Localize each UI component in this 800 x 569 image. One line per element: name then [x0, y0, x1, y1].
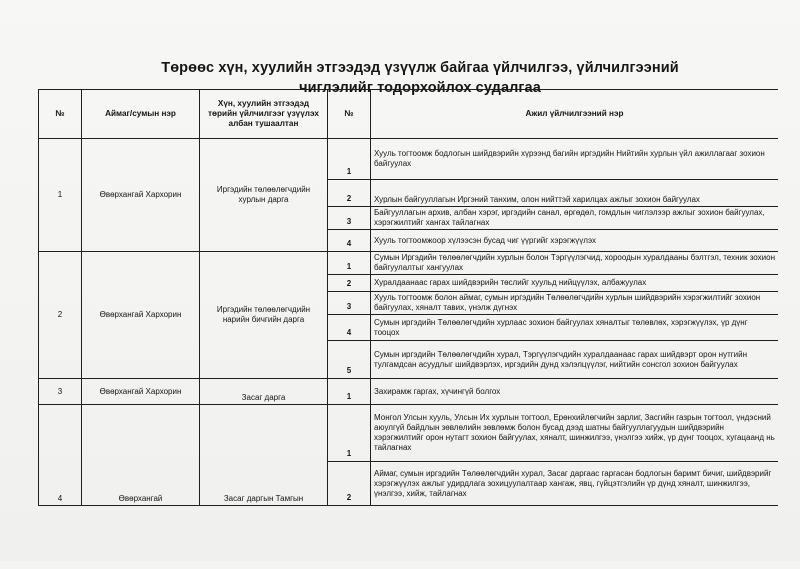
- header-aimag: Аймаг/сумын нэр: [82, 90, 200, 139]
- title-line-1: Төрөөс хүн, хуулийн этгээдэд үзүүлж байгаа үйлчилгээ, үйлчилгээний: [161, 60, 679, 76]
- item-description: Хууль тогтоомж бодлогын шийдвэрийн хүрээнд багийн иргэдийн Нийтийн хурлын үйл ажиллагааг зохион байгуулах: [371, 139, 779, 180]
- header-unit: Хүн, хуулийн этгээдэд төрийн үйлчилгээг үзүүлэх албан тушаалтан: [200, 90, 328, 139]
- table-row: [39, 379, 779, 405]
- group-unit: Иргэдийн төлөөлөгчдийн хурлын дарга: [200, 139, 328, 252]
- item-description: Хуралдаанаас гарах шийдвэрийн төслийг хуульд нийцүүлэх, албажуулах: [371, 275, 779, 292]
- table-row: [39, 252, 779, 275]
- header-no: №: [39, 90, 82, 139]
- table-row: [39, 405, 779, 462]
- group-number: 4: [39, 405, 82, 506]
- group-unit: Засаг даргын Тамгын: [200, 405, 328, 506]
- item-description: Монгол Улсын хууль, Улсын Их хурлын тогтоол, Ерөнхийлөгчийн зарлиг, Засгийн газрын тогтоол, үндэсний аюулгүй байдлын зөвлөлийн зөвлөмж болон бусад дээд шатны байгууллагуудын шийдвэрийн хэрэгжилтийг орон нутагт зохион байгуулах, хяналт, шинжилгээ, үнэлгээ хийж, үр дүнг тооцох, хугацаанд нь тайлагнах: [371, 405, 779, 462]
- group-aimag: Өвөрхангай Хархорин: [82, 139, 200, 252]
- services-table-wrapper: [38, 89, 778, 569]
- item-description: Байгууллагын архив, албан хэрэг, иргэдийн санал, өргөдөл, гомдлын чиглэлээр ажлыг зохион байгуулах, хэрэгжилтийг хангах тайлагнах: [371, 207, 779, 230]
- header-no2: №: [328, 90, 371, 139]
- item-number: 4: [328, 315, 371, 341]
- item-number: 1: [328, 405, 371, 462]
- group-number: 1: [39, 139, 82, 252]
- group-number: 2: [39, 252, 82, 379]
- item-description: Сумын иргэдийн Төлөөлөгчдийн хурлаас зохион байгуулах хяналтыг төлөвлөх, хэрэгжүүлэх, үр дүнг тооцох: [371, 315, 779, 341]
- group-aimag: Өвөрхангай Хархорин: [82, 252, 200, 379]
- item-description: Сумын иргэдийн Төлөөлөгчдийн хурал, Тэргүүлэгчдийн хуралдаанаас гарах шийдвэрт орон нутгийн тулгамдсан асуудлыг шийдвэрлэх, иргэдийн дунд хэлэлцүүлэг, нийтийн сонсгол зохион байгуулах: [371, 341, 779, 379]
- item-description: Хурлын байгууллагын Иргэний танхим, олон нийттэй харилцах ажлыг зохион байгуулах: [371, 180, 779, 207]
- item-number: 4: [328, 230, 371, 252]
- item-number: 3: [328, 292, 371, 315]
- group-unit: Засаг дарга: [200, 379, 328, 405]
- item-description: Аймаг, сумын иргэдийн Төлөөлөгчдийн хурал, Засаг даргаас гаргасан бодлогын баримт бичиг, шийдвэрийг хэрэгжүүлэх ажлыг удирдлага зохицуулалтаар хангаж, явц, гүйцэтгэлийн үр дүнд хяналт, шинжилгээ, үнэлгээ, хийж, тайлагнах: [371, 462, 779, 506]
- item-description: Захирамж гаргах, хүчингүй болгох: [371, 379, 779, 405]
- group-aimag: Өвөрхангай Хархорин: [82, 379, 200, 405]
- item-number: 2: [328, 462, 371, 506]
- item-description: Хууль тогтоомж болон аймаг, сумын иргэдийн Төлөөлөгчдийн хурлын шийдвэрийн хэрэгжилтийг зохион байгуулах, хяналт тавих, үнэлж дүгнэх: [371, 292, 779, 315]
- header-service: Ажил үйлчилгээний нэр: [371, 90, 779, 139]
- item-number: 1: [328, 139, 371, 180]
- group-unit: Иргэдийн төлөөлөгчдийн нарийн бичгийн дарга: [200, 252, 328, 379]
- item-description: Хууль тогтоомжоор хүлээсэн бусад чиг үүргийг хэрэгжүүлэх: [371, 230, 779, 252]
- group-number: 3: [39, 379, 82, 405]
- table-header-row: [39, 90, 779, 139]
- item-number: 2: [328, 275, 371, 292]
- item-number: 2: [328, 180, 371, 207]
- item-number: 3: [328, 207, 371, 230]
- item-number: 5: [328, 341, 371, 379]
- services-table: [38, 89, 778, 506]
- item-number: 1: [328, 252, 371, 275]
- item-description: Сумын Иргэдийн төлөөлөгчдийн хурлын болон Тэргүүлэгчид, хороодын хуралдааны бэлтгэл, техник зохион байгуулалтыг хангуулах: [371, 252, 779, 275]
- group-aimag: Өвөрхангай: [82, 405, 200, 506]
- title-line-2: чиглэлийг тодорхойлох судалгаа: [299, 80, 541, 96]
- table-row: [39, 139, 779, 180]
- item-number: 1: [328, 379, 371, 405]
